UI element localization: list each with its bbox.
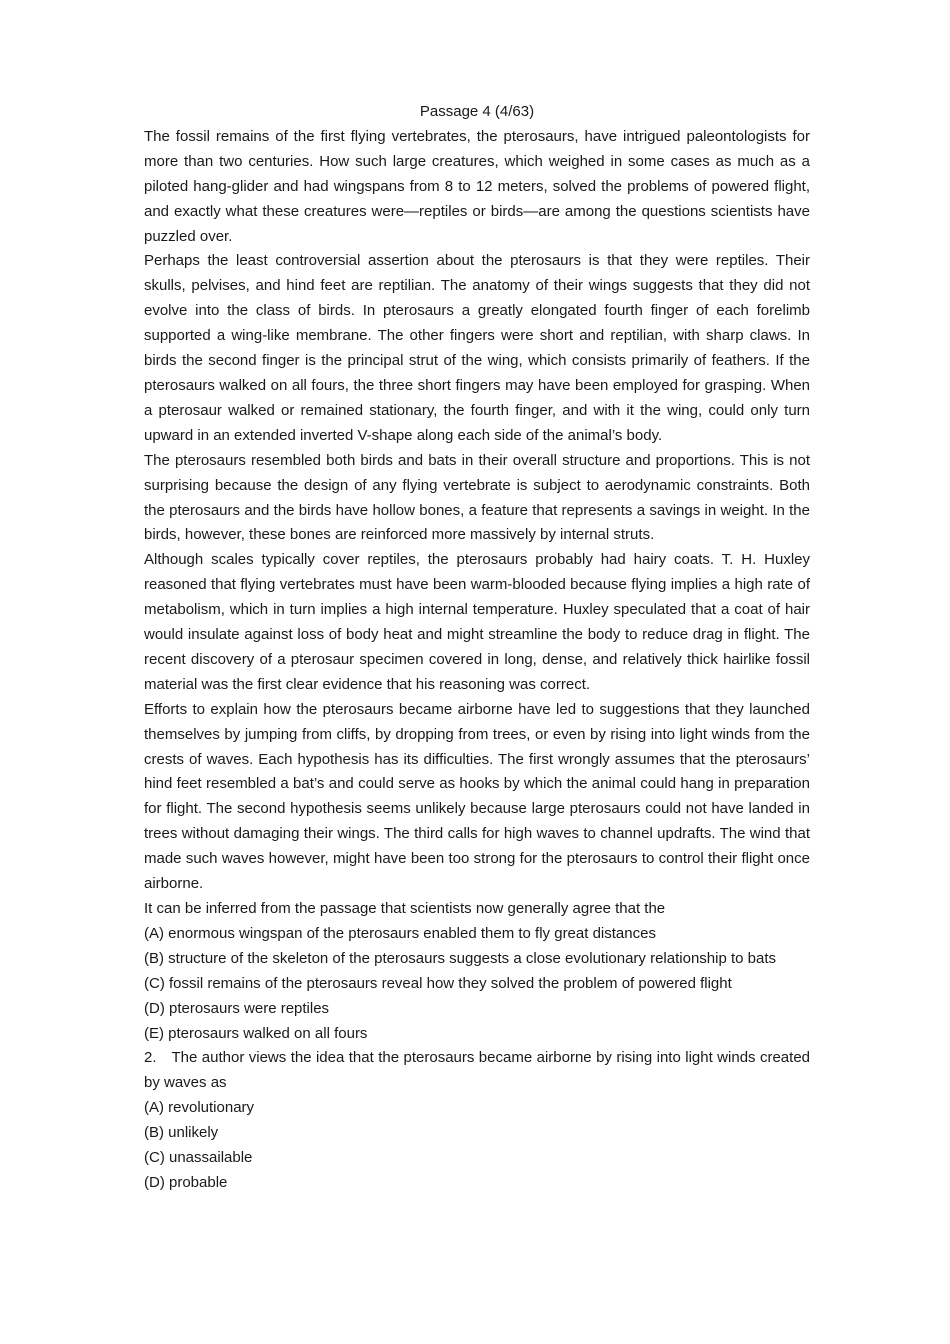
question-1-option-e: (E) pterosaurs walked on all fours — [144, 1024, 368, 1042]
question-2-stem: 2. The author views the idea that the pterosaurs became airborne by rising into light winds created by waves as — [144, 1049, 810, 1092]
question-1-stem: It can be inferred from the passage that scientists now generally agree that the — [144, 900, 666, 917]
question-2-option-c: (C) unassailable — [144, 1149, 253, 1167]
question-1-option-b: (B) structure of the skeleton of the pterosaurs suggests a close evolutionary relationship to bats — [144, 949, 777, 967]
passage-paragraph-1: The fossil remains of the first flying vertebrates, the pterosaurs, have intrigued paleontologists for more than two centuries. How such large creatures, which weighed in some cases as much as a piloted hang-glider and had wingspans from 8 to 12 meters, solved the problems of powered flight, and exactly what these creatures were—reptiles or birds—are among the questions scientists have puzzled over. — [144, 127, 810, 245]
question-2-option-a: (A) revolutionary — [144, 1099, 255, 1117]
passage-paragraph-2: Perhaps the least controversial assertion about the pterosaurs is that they were reptiles. Their skulls, pelvises, and hind feet are reptilian. The anatomy of their wings suggests that they did not evolve into the class of birds. In pterosaurs a greatly elongated fourth finger of each forelimb supported a wing-like membrane. The other fingers were short and reptilian, with sharp claws. In birds the second finger is the principal strut of the wing, which consists primarily of feathers. If the pterosaurs walked on all fours, the three short fingers may have been employed for grasping. When a pterosaur walked or remained stationary, the fourth finger, and with it the wing, could only turn upward in an extended inverted V-shape along each side of the animal’s body. — [144, 252, 810, 444]
passage-title: Passage 4 (4/63) — [419, 103, 535, 120]
question-1-option-d: (D) pterosaurs were reptiles — [144, 999, 330, 1017]
passage-paragraph-5: Efforts to explain how the pterosaurs became airborne have led to suggestions that they launched themselves by jumping from cliffs, by dropping from trees, or even by rising into light winds from the crests of waves. Each hypothesis has its difficulties. The first wrongly assumes that the pterosaurs’ hind feet resembled a bat’s and could serve as hooks by which the animal could hang in preparation for flight. The second hypothesis seems unlikely because large pterosaurs could not have landed in trees without damaging their wings. The third calls for high waves to channel updrafts. The wind that made such waves however, might have been too strong for the pterosaurs to control their flight once airborne. — [144, 700, 810, 893]
question-1-option-c: (C) fossil remains of the pterosaurs reveal how they solved the problem of powered flight — [144, 974, 732, 992]
question-2-option-d: (D) probable — [144, 1173, 228, 1191]
passage-paragraph-3: The pterosaurs resembled both birds and bats in their overall structure and proportions. This is not surprising because the design of any flying vertebrate is subject to aerodynamic constraints. Both the pterosaurs and the birds have hollow bones, a feature that represents a savings in weight. In the birds, however, these bones are reinforced more massively by internal struts. — [144, 451, 810, 544]
question-1-option-a: (A) enormous wingspan of the pterosaurs enabled them to fly great distances — [144, 924, 656, 942]
passage-paragraph-4: Although scales typically cover reptiles, the pterosaurs probably had hairy coats. T. H. Huxley reasoned that flying vertebrates must have been warm-blooded because flying implies a high rate of metabolism, which in turn implies a high internal temperature. Huxley speculated that a coat of hair would insulate against loss of body heat and might streamline the body to reduce drag in flight. The recent discovery of a pterosaur specimen covered in long, dense, and relatively thick hairlike fossil material was the first clear evidence that his reasoning was correct. — [144, 551, 810, 693]
question-2-option-b: (B) unlikely — [144, 1124, 219, 1142]
document-page — [144, 100, 810, 1196]
